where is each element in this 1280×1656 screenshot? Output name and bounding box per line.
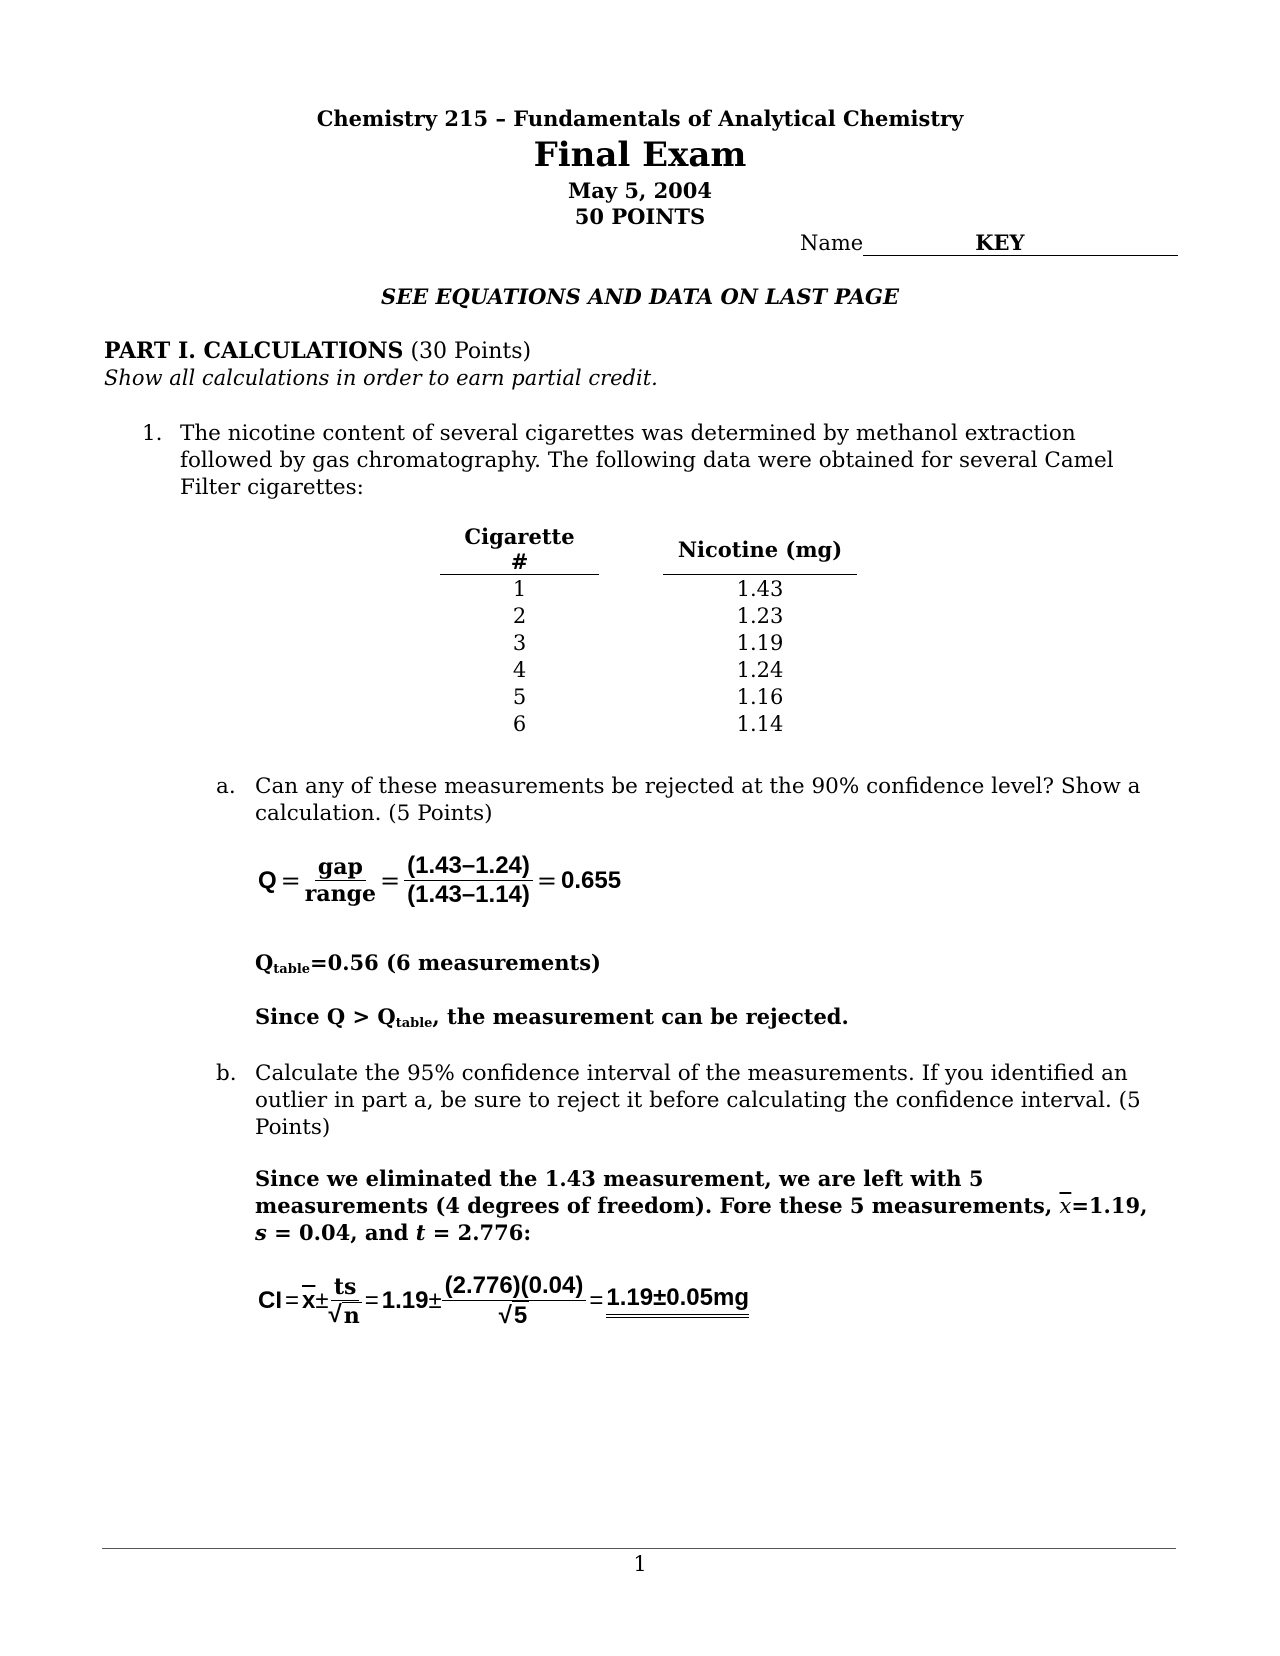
- table-cell: 1.23: [736, 603, 784, 628]
- xbar-symbol: $\overline{x}$: [1059, 1194, 1072, 1218]
- table-row: [440, 602, 857, 629]
- value-fraction: [404, 852, 533, 909]
- ci-xbar: $\overline{x}$: [302, 1287, 316, 1314]
- table-cell: 2: [512, 603, 527, 628]
- table-row: [440, 629, 857, 656]
- name-label: Name: [800, 231, 864, 255]
- part1-points: (30 Points): [410, 339, 532, 364]
- q-test-equation: Q = $\frac{\text{gap}}{\text{range}}$ = $\frac{(1.43-1.24)}{(1.43-1.14)}$ = 0.655: [258, 852, 622, 908]
- table-cell: 5: [512, 684, 527, 709]
- table-row: [440, 575, 857, 602]
- question1-text: The nicotine content of several cigarettes was determined by methanol extraction followed by gas chromatography. The following data were obtained for several Camel Filter cigarettes:: [180, 421, 1114, 500]
- part-b-text: Calculate the 95% confidence interval of the measurements. If you identified an outlier in part a, be sure to reject it before calculating the confidence interval. (5 Points): [255, 1061, 1141, 1140]
- eq-numerator-values: (1.43–1.24): [404, 852, 533, 881]
- exam-title: Final Exam: [533, 135, 747, 175]
- ci-mean: 1.19: [381, 1287, 429, 1314]
- since-text: Since Q > Q: [255, 1004, 396, 1029]
- part-a-letter: a.: [216, 774, 236, 799]
- eq-lhs: Q: [258, 866, 277, 894]
- since-subscript: table: [395, 1016, 433, 1031]
- part-b-letter: b.: [216, 1061, 237, 1086]
- ci-lhs: CI: [258, 1287, 282, 1314]
- part-a-text: Can any of these measurements be rejected at the 90% confidence level? Show a calculation. (5 Points): [255, 774, 1141, 826]
- table-cell: 1: [512, 576, 527, 601]
- table-cell: 3: [512, 630, 527, 655]
- table-row: [440, 656, 857, 683]
- exam-points: 50 POINTS: [574, 204, 706, 229]
- table-cell: 1.19: [736, 630, 784, 655]
- confidence-interval-equation: CI = $\overline{x}$ ± ts √ n = 1.19 ± (2.776)(0.04) √ 5 = 1.19±0.05mg: [258, 1272, 749, 1329]
- table-header: Nicotine (mg): [663, 524, 857, 575]
- table-row: [440, 710, 857, 737]
- ci-numerator-values: (2.776)(0.04): [442, 1272, 587, 1301]
- name-field: [800, 230, 1178, 256]
- see-equations-note: SEE EQUATIONS AND DATA ON LAST PAGE: [381, 284, 899, 309]
- course-title: Chemistry 215 – Fundamentals of Analytical Chemistry: [316, 106, 964, 131]
- part1-heading-line: [104, 338, 531, 364]
- eq-denominator-values: (1.43–1.14): [407, 881, 530, 908]
- ci-result: 1.19±0.05mg: [606, 1284, 749, 1318]
- ts-fraction: [329, 1274, 362, 1329]
- table-cell: 1.24: [736, 657, 784, 682]
- eq-numerator: gap: [315, 854, 366, 881]
- table-row: [440, 683, 857, 710]
- part1-heading: PART I. CALCULATIONS: [104, 338, 404, 364]
- answer-line-1: Since we eliminated the 1.43 measurement, we are left with 5: [255, 1166, 984, 1191]
- t-symbol: t: [415, 1220, 426, 1245]
- answer-line-2: [255, 1193, 1147, 1218]
- qtable-subscript: table: [273, 962, 311, 977]
- s-symbol: s: [255, 1220, 267, 1245]
- q-result: 0.655: [561, 866, 622, 894]
- table-cell: 1.14: [736, 711, 784, 736]
- ci-n: n: [343, 1302, 360, 1329]
- t-value: = 2.776:: [425, 1220, 532, 1245]
- sqrt-5: √ 5: [498, 1302, 528, 1329]
- name-value: KEY: [863, 230, 1178, 256]
- nicotine-table: [440, 524, 857, 737]
- table-cell: 6: [512, 711, 527, 736]
- qtable-q: Q: [255, 950, 274, 975]
- part1-instruction: Show all calculations in order to earn partial credit.: [104, 366, 658, 390]
- answer-line-3: [255, 1220, 531, 1245]
- q-table-answer: [255, 950, 601, 977]
- ci-denominator-values: 5: [513, 1302, 528, 1329]
- qtable-rest: =0.56 (6 measurements): [310, 950, 601, 975]
- s-value: = 0.04, and: [266, 1220, 416, 1245]
- ci-ts: ts: [331, 1274, 360, 1301]
- sqrt-n: √ n: [328, 1300, 360, 1329]
- exam-date: May 5, 2004: [567, 178, 713, 203]
- table-header: Cigarette #: [440, 524, 599, 575]
- table-header-row: [440, 524, 857, 575]
- page-number: 1: [633, 1552, 647, 1576]
- table-cell: 1.43: [736, 576, 784, 601]
- footer-divider: [102, 1548, 1176, 1549]
- table-cell: 4: [512, 657, 527, 682]
- answer-line-2-text: measurements (4 degrees of freedom). Fore these 5 measurements,: [255, 1193, 1053, 1218]
- value-fraction-b: [442, 1272, 587, 1330]
- question1-number: 1.: [142, 421, 163, 446]
- table-cell: 1.16: [736, 684, 784, 709]
- since-text-end: , the measurement can be rejected.: [432, 1004, 849, 1029]
- answer-line-2-end: =1.19,: [1071, 1193, 1148, 1218]
- ci-pm: ±: [315, 1287, 329, 1314]
- eq-denominator: range: [304, 881, 377, 907]
- gap-range-fraction: [305, 854, 376, 907]
- rejection-conclusion: [255, 1004, 849, 1031]
